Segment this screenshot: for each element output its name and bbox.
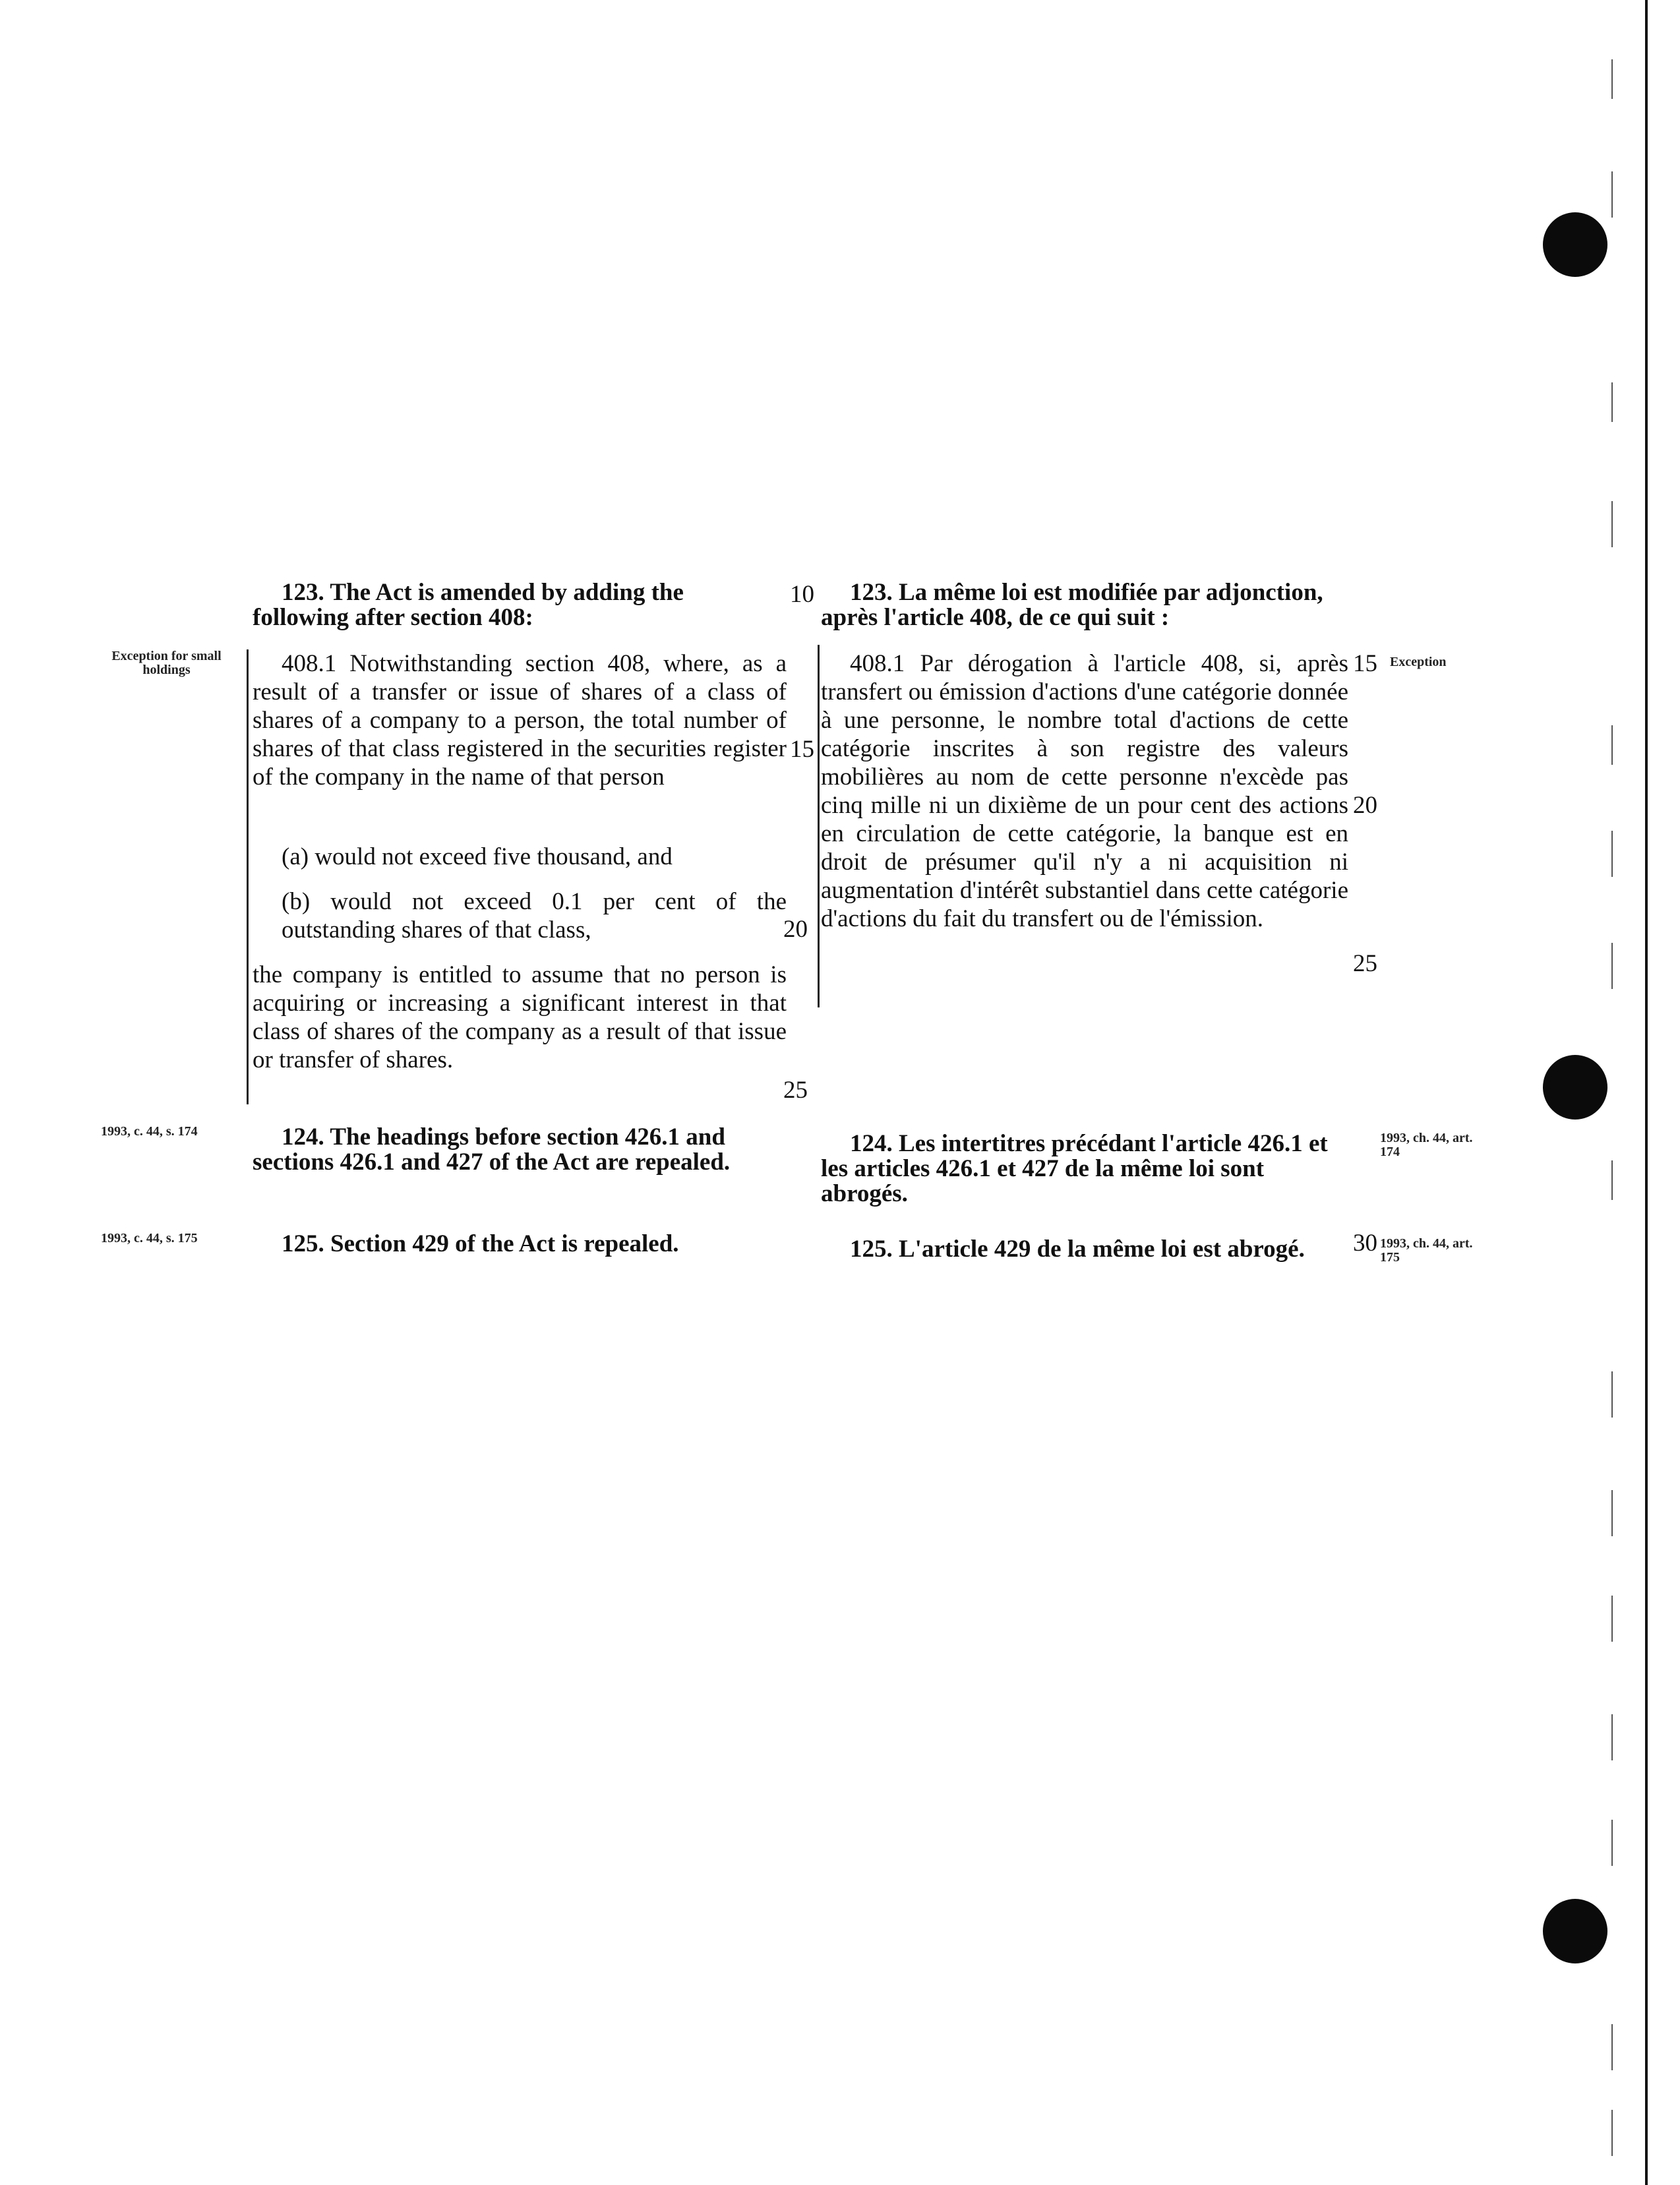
line-number: 15 [1353,650,1377,677]
en-margin-note-125: 1993, c. 44, s. 175 [101,1231,198,1245]
edge-mark [1611,1596,1613,1642]
edge-mark [1611,1490,1613,1536]
edge-mark [1611,1820,1613,1866]
edge-mark [1611,2024,1613,2070]
en-section-408-1-intro: 408.1 Notwithstanding section 408, where, as a result of a transfer or issue of shares of a class of shares of a company to a person, the total number of shares of that class registered in the securities register of the company in the name of that person [253,650,787,791]
en-amendment-rule [247,649,249,1104]
line-number: 25 [783,1077,808,1104]
en-margin-note-exception: Exception for small holdings [111,649,222,677]
en-section-408-1-a: (a) would not exceed five thousand, and [282,843,673,870]
edge-mark [1611,1714,1613,1760]
line-number: 20 [783,916,808,943]
edge-mark [1611,1371,1613,1418]
fr-margin-note-125: 1993, ch. 44, art. 175 [1380,1236,1473,1265]
edge-mark [1611,725,1613,765]
fr-section-123-heading: 123. La même loi est modifiée par adjonction, après l'article 408, de ce qui suit : [821,579,1323,631]
fr-section-125: 125. L'article 429 de la même loi est abrogé. [850,1236,1305,1263]
punch-hole-middle [1543,1055,1607,1120]
line-number: 20 [1353,792,1377,819]
edge-mark [1611,382,1613,422]
punch-hole-bottom [1543,1899,1607,1963]
fr-amendment-rule [818,645,820,1007]
edge-mark [1611,171,1613,218]
fr-margin-note-124: 1993, ch. 44, art. 174 [1380,1131,1473,1159]
en-margin-note-124: 1993, c. 44, s. 174 [101,1124,198,1139]
punch-hole-top [1543,212,1607,277]
line-number: 25 [1353,950,1377,977]
edge-mark [1611,1160,1613,1200]
edge-mark [1611,943,1613,989]
fr-section-408-1: 408.1 Par dérogation à l'article 408, si, après transfert ou émission d'actions d'une catégorie donnée à une personne, le nombre total d'actions de cette catégorie inscrites à son registre des valeurs mobilières au nom de cette personne n'excède pas cinq mille ni un dixième de un pour cent des actions en circulation de cette catégorie, la banque est en droit de présumer qu'il n'y a ni acquisition ni augmentation d'intérêt substantiel dans cette catégorie d'actions du fait du transfert ou de l'émission. [821,650,1348,932]
en-section-123-heading: 123. The Act is amended by adding the following after section 408: [253,579,684,631]
line-number: 30 [1353,1230,1377,1257]
line-number: 10 [790,581,814,608]
line-number: 15 [790,736,814,763]
fr-section-124: 124. Les intertitres précédant l'article 426.1 et les articles 426.1 et 427 de la même loi sont abrogés. [821,1130,1328,1207]
edge-mark [1611,2110,1613,2156]
fr-margin-note-exception: Exception [1390,655,1447,669]
edge-mark [1611,501,1613,547]
en-section-124: 124. The headings before section 426.1 and sections 426.1 and 427 of the Act are repealed. [253,1123,731,1176]
en-section-408-1-conclusion: the company is entitled to assume that no person is acquiring or increasing a significant interest in that class of shares of the company as a result of that issue or transfer of shares. [253,961,787,1073]
en-section-408-1-b: (b) would not exceed 0.1 per cent of the outstanding shares of that class, [282,888,787,943]
page-right-edge [1645,0,1648,2185]
edge-mark [1611,59,1613,99]
en-section-125: 125. Section 429 of the Act is repealed. [282,1230,679,1257]
edge-mark [1611,831,1613,877]
